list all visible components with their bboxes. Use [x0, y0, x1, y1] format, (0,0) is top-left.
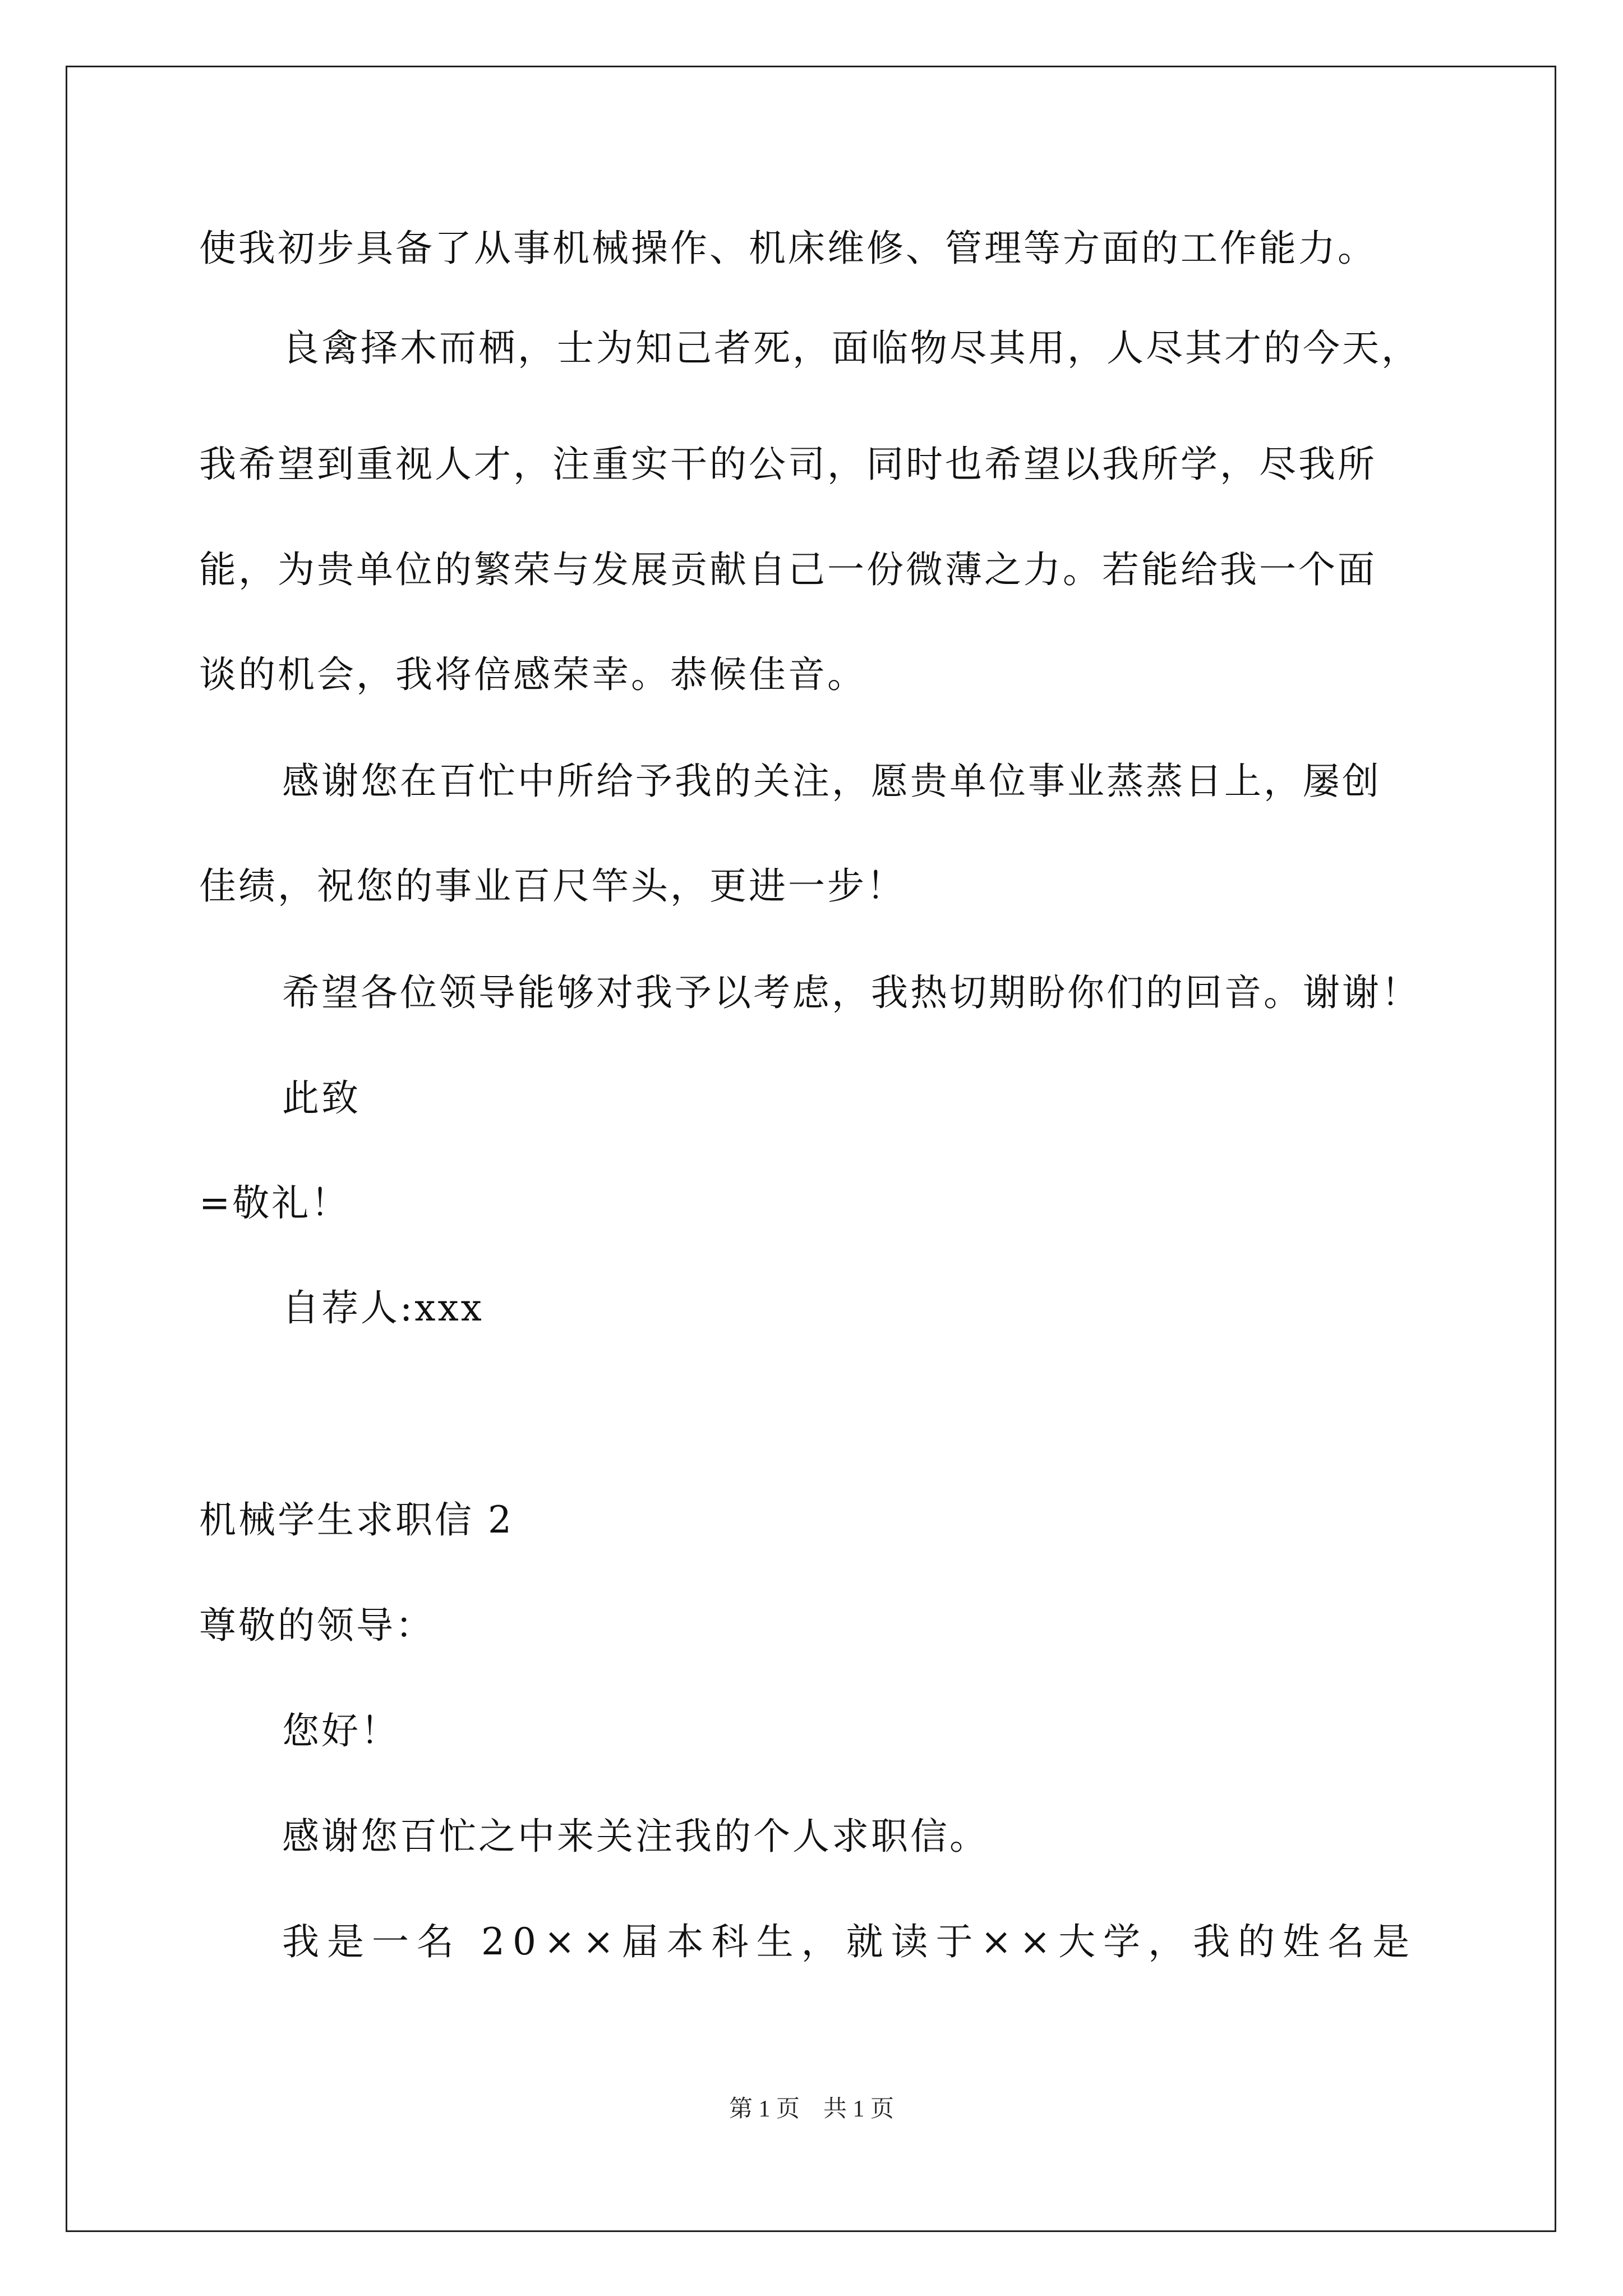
body-line: 希望各位领导能够对我予以考虑，我热切期盼你们的回音。谢谢！ [282, 971, 1421, 1014]
closing-line: 此致 [282, 1076, 361, 1120]
body-line: 能，为贵单位的繁荣与发展贡献自己一份微薄之力。若能给我一个面 [199, 548, 1377, 591]
body-line: 谈的机会，我将倍感荣幸。恭候佳音。 [199, 653, 866, 696]
body-line: 您好！ [282, 1709, 400, 1752]
section-title: 机械学生求职信 2 [199, 1498, 514, 1542]
body-line: 良禽择木而栖，士为知己者死，面临物尽其用，人尽其才的今天， [282, 326, 1421, 370]
salutation-line: =敬礼！ [199, 1181, 351, 1225]
signature-line: 自荐人:xxx [282, 1286, 484, 1329]
body-line: 使我初步具备了从事机械操作、机床维修、管理等方面的工作能力。 [199, 227, 1377, 270]
body-line: 感谢您在百忙中所给予我的关注，愿贵单位事业蒸蒸日上，屡创 [282, 760, 1381, 803]
greeting-line: 尊敬的领导： [199, 1604, 435, 1647]
body-line: 佳绩，祝您的事业百尺竿头，更进一步！ [199, 864, 906, 908]
body-line: 感谢您百忙之中来关注我的个人求职信。 [282, 1815, 989, 1858]
body-line: 我是一名 20××届本科生，就读于××大学，我的姓名是 [282, 1920, 1418, 1963]
page-number-footer: 第 1 页 共 1 页 [728, 2096, 894, 2122]
page-frame [66, 66, 1556, 2232]
body-line: 我希望到重视人才，注重实干的公司，同时也希望以我所学，尽我所 [199, 443, 1377, 486]
